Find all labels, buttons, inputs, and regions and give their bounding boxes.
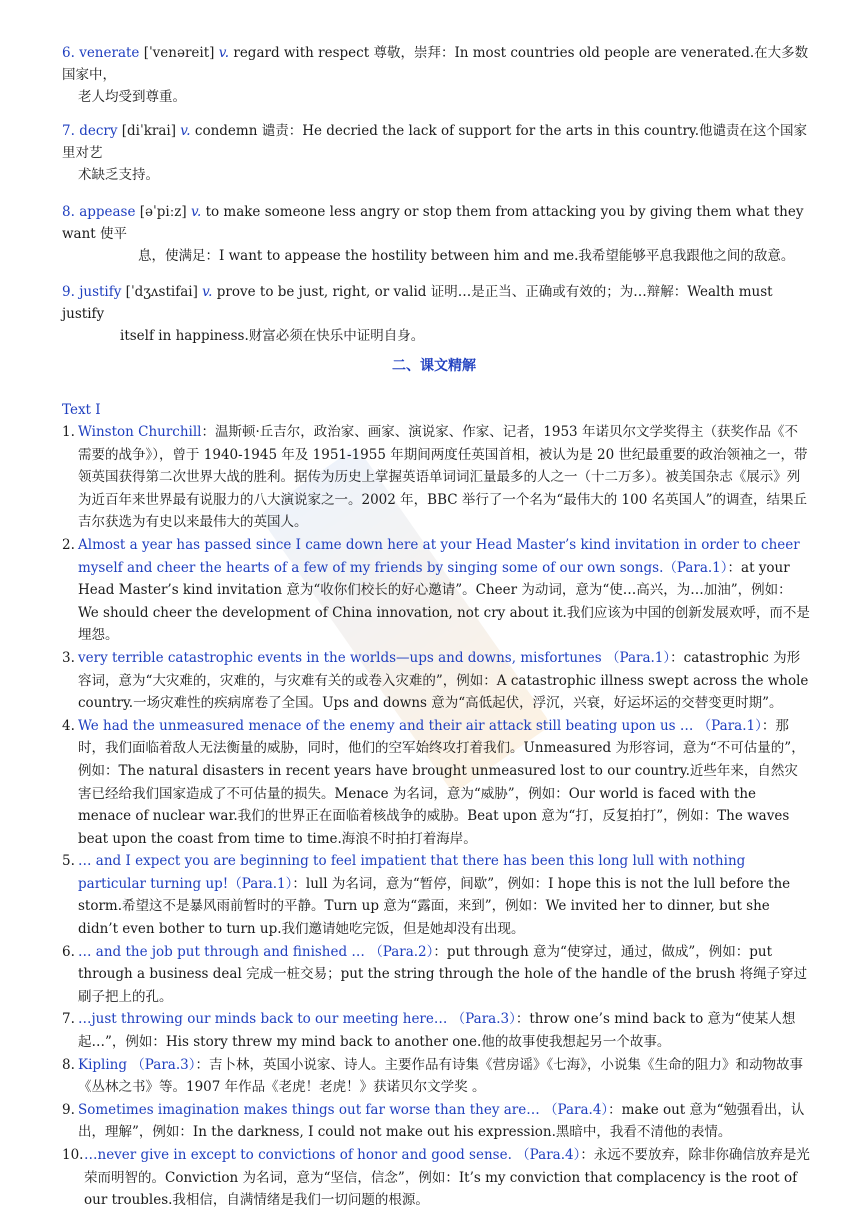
note-number: 5.	[62, 853, 75, 870]
note-item	[62, 534, 810, 647]
vocab-definition-line1: to make someone less angry or stop them from attacking you by giving them what they want 使平	[62, 204, 804, 242]
vocab-part-of-speech: v.	[202, 284, 213, 300]
vocab-phonetic: [ˈdʒʌstifai]	[125, 284, 198, 300]
note-quote: …just throwing our minds back to our meeting here… （Para.3）	[78, 1011, 516, 1028]
note-explanation: ：put through 意为“使穿过，通过，做成”，例如：put through a business deal 完成一桩交易；put the string through the hole of the handle of the brush 将绳子穿过刷子把上的孔。	[78, 943, 808, 1005]
note-item	[62, 1008, 810, 1053]
vocab-definition-line1: condemn 谴责：He decried the lack of support for the arts in this country.他谴责在这个国家里对艺	[62, 123, 808, 161]
vocab-part-of-speech: v.	[218, 45, 230, 61]
vocab-part-of-speech: v.	[190, 204, 202, 220]
note-explanation: ：温斯顿·丘吉尔，政治家、画家、演说家、作家、记者，1953 年诺贝尔文学奖得主（获奖作品《不需要的战争》），曾于 1940-1945 年及 1951-1955 年期间两度任英国首相，被认为是 20 世纪最重要的政治领袖之一，带领英国获得第二次世界大战的胜利。据传为历史上掌握英语单词词汇量最多的人之一（十二万多）。被美国杂志《展示》列为近百年来世界最有说服力的八大演说家之一。2002 年，BBC 举行了一个名为“最伟大的 100 名英国人”的调查，结果丘吉尔获选为有史以来最伟大的英国人。	[78, 424, 808, 531]
note-explanation: ：lull 为名词，意为“暂停，间歇”，例如：I hope this is not the lull before the storm.希望这不是暴风雨前暂时的平静。Turn up 意为“露面，来到”，例如：We invited her to dinner, but she didn’t even bother to turn up.我们邀请她吃完饭，但是她却没有出现。	[78, 875, 791, 938]
note-explanation: ：吉卜林，英国小说家、诗人。主要作品有诗集《营房谣》《七海》，小说集《生命的阻力》和动物故事《丛林之书》等。1907 年作品《老虎！老虎！》获诺贝尔文学奖 。	[78, 1056, 803, 1096]
note-item	[62, 1054, 810, 1099]
note-number: 9.	[62, 1101, 75, 1118]
note-explanation: ：永远不要放弃，除非你确信放弃是光荣而明智的。Conviction 为名词，意为“坚信，信念”，例如：It’s my conviction that complacency is the root of our troubles.我相信，自满情绪是我们一切问题的根源。	[84, 1147, 810, 1209]
note-explanation: ：make out 意为“勉强看出，认出，理解”，例如：In the darkness, I could not make out his expression.黑暗中，我看不清他的表情。	[78, 1101, 805, 1141]
note-quote: Kipling （Para.3）	[78, 1056, 196, 1073]
vocab-definition-line2: 老人均受到尊重。	[78, 89, 186, 105]
note-quote: … and I expect you are beginning to feel impatient that there has been this long lull with nothing particular turning up!（Para.1）	[78, 853, 746, 892]
vocab-word: venerate	[79, 45, 140, 61]
vocab-entry-venerate	[62, 42, 810, 108]
vocab-number: 6.	[62, 45, 75, 61]
vocab-definition-line1: prove to be just, right, or valid 证明…是正当、正确或有效的；为…辩解：Wealth must justify	[62, 284, 773, 322]
notes-list	[62, 421, 810, 1212]
note-quote: Winston Churchill	[78, 424, 202, 440]
vocab-number: 7.	[62, 123, 75, 139]
vocab-definition-line2: 术缺乏支持。	[78, 167, 159, 183]
vocab-definition-line2: 息，使满足：I want to appease the hostility between him and me.我希望能够平息我跟他之间的敌意。	[138, 248, 795, 264]
vocab-phonetic: [əˈpiːz]	[139, 204, 187, 220]
text-label: Text I	[62, 402, 101, 418]
note-quote: Almost a year has passed since I came down here at your Head Master’s kind invitation in order to cheer myself and cheer the hearts of a few of my friends by singing some of our own songs.（Para.1）	[78, 536, 800, 576]
note-explanation: ：throw one’s mind back to 意为“使某人想起…”，例如：His story threw my mind back to another one.他的故事使我想起另一个故事。	[78, 1011, 796, 1051]
note-quote: Sometimes imagination makes things out far worse than they are… （Para.4）	[78, 1101, 609, 1118]
vocab-number: 9.	[62, 284, 75, 300]
note-item	[62, 647, 810, 715]
vocab-definition-line1: regard with respect 尊敬，崇拜：In most countries old people are venerated.在大多数国家中，	[62, 45, 809, 83]
note-number: 4.	[62, 717, 75, 734]
vocab-word: decry	[79, 123, 118, 139]
note-item	[62, 715, 810, 851]
note-explanation: ：那时，我们面临着敌人无法衡量的威胁，同时，他们的空军始终攻打着我们。Unmeasured 为形容词，意为“不可估量的”，例如：The natural disasters in recent years have brought unmeasured lost to our country.近些年来，自然灾害已经给我们国家造成了不可估量的损失。Menace 为名词，意为“威胁”，例如：Our world is faced with the menace of nuclear war.我们的世界正在面临着核战争的威胁。Beat upon 意为“打，反复拍打”，例如：The waves beat upon the coast from time to time.海浪不时拍打着海岸。	[78, 717, 805, 847]
vocab-definition-line2: itself in happiness.财富必须在快乐中证明自身。	[120, 328, 425, 344]
vocab-word: appease	[79, 204, 136, 220]
vocab-entry-justify	[62, 281, 810, 347]
note-item	[62, 850, 810, 940]
vocab-phonetic: [ˈvenəreit]	[143, 45, 215, 61]
note-item	[62, 941, 810, 1009]
note-quote: …never give in except to convictions of honor and good sense. （Para.4）	[84, 1147, 581, 1163]
note-number: 7.	[62, 1011, 75, 1028]
note-item	[62, 421, 810, 534]
note-number: 10.	[62, 1147, 84, 1163]
note-number: 3.	[62, 649, 75, 666]
vocab-number: 8.	[62, 204, 75, 220]
note-item	[62, 1144, 810, 1212]
note-number: 1.	[62, 424, 75, 440]
vocab-word: justify	[79, 284, 122, 300]
vocab-phonetic: [diˈkrai]	[121, 123, 176, 139]
note-explanation: ：at your Head Master’s kind invitation 意为“收你们校长的好心邀请”。Cheer 为动词，意为“使…高兴，为…加油”，例如：We should cheer the development of China innovation, not cry about it.我们应该为中国的创新发展欢呼，而不是埋怨。	[78, 559, 810, 644]
note-number: 6.	[62, 943, 75, 960]
section-title: 二、课文精解	[392, 358, 476, 374]
note-number: 2.	[62, 536, 75, 553]
note-explanation: ：catastrophic 为形容词，意为“大灾难的，灾难的，与灾难有关的或卷入灾难的”，例如：A catastrophic illness swept across the whole country.一场灾难性的疾病席卷了全国。Ups and downs 意为“高低起伏，浮沉，兴衰，好运坏运的交替变更时期”。	[78, 649, 809, 712]
note-quote: We had the unmeasured menace of the enemy and their air attack still beating upon us … （Para.1）	[78, 717, 762, 734]
vocab-entry-decry	[62, 120, 810, 186]
note-number: 8.	[62, 1056, 75, 1073]
vocab-part-of-speech: v.	[180, 123, 191, 139]
note-item	[62, 1099, 810, 1144]
note-quote: very terrible catastrophic events in the worlds—ups and downs, misfortunes （Para.1）	[78, 649, 671, 666]
note-quote: … and the job put through and finished … （Para.2）	[78, 943, 434, 960]
vocab-entry-appease	[62, 201, 810, 267]
